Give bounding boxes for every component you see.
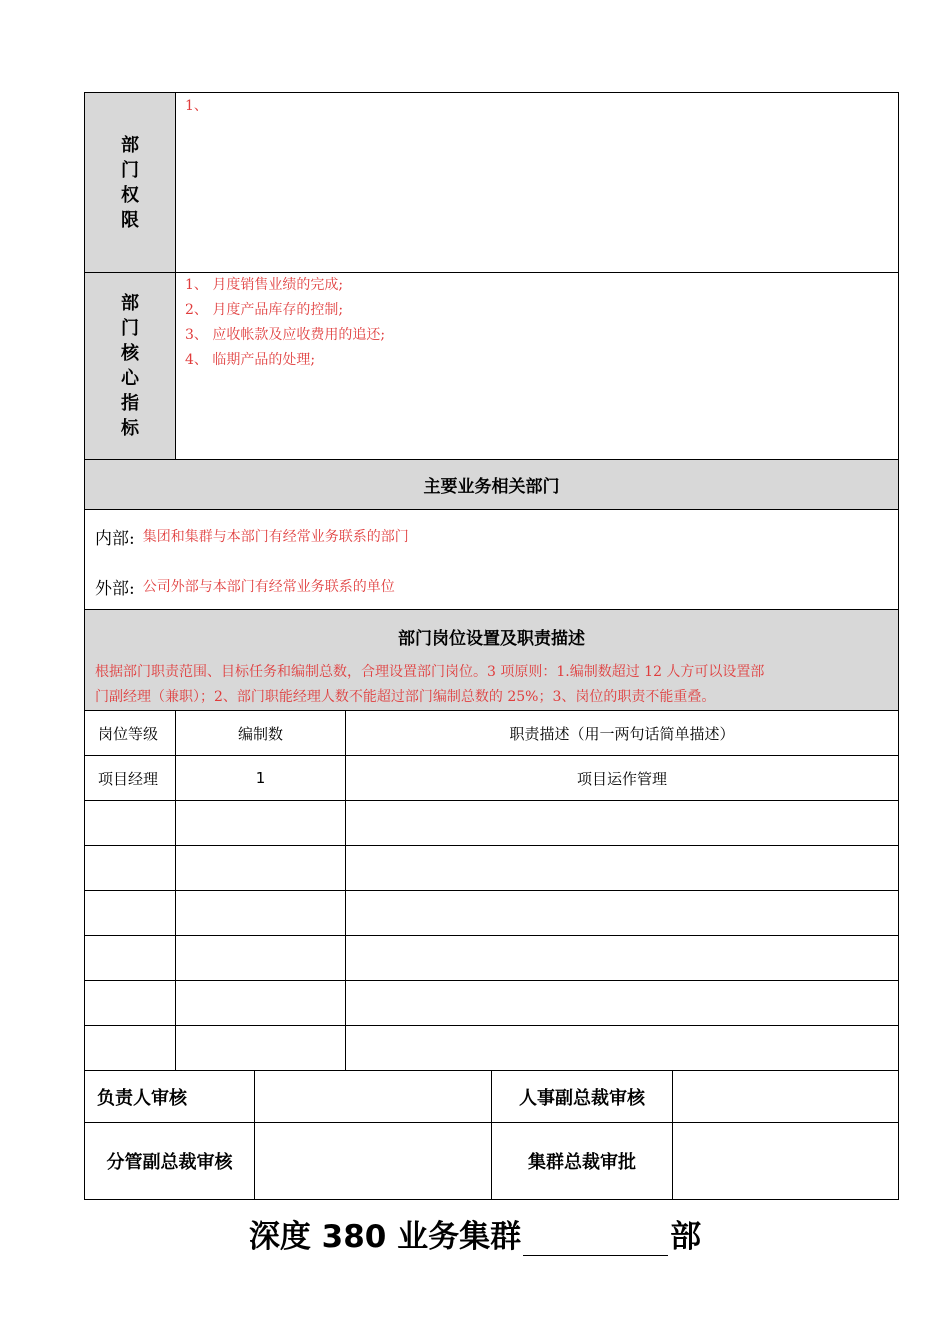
owner-review-field[interactable] [255,1071,491,1122]
related-title: 主要业务相关部门 [423,477,560,497]
row-headcount [176,1026,345,1070]
vp-review-field[interactable] [255,1123,491,1199]
hr-review-field[interactable] [673,1071,898,1122]
footer-title-prefix: 深度 380 业务集群 [248,1219,522,1255]
row-duty [346,846,898,890]
authority-content: 1、 [185,98,208,114]
footer-title [0,1206,950,1256]
kpi-item: 1、 月度销售业绩的完成; [185,277,344,293]
row-duty: 项目运作管理 [576,769,667,788]
footer-title-suffix: 部 [670,1219,702,1255]
authority-label-char: 权 [121,184,139,206]
row-headcount [176,891,345,935]
cluster-approval-field[interactable] [673,1123,898,1199]
row-headcount [176,801,345,845]
row-duty [346,1026,898,1070]
authority-label [85,93,175,272]
external-text: 公司外部与本部门有经常业务联系的单位 [142,579,395,595]
authority-label-char: 部 [121,134,139,156]
header-headcount: 编制数 [237,724,283,743]
row-grade: 项目经理 [98,769,159,788]
external-row [95,572,395,600]
kpi-item: 3、 应收帐款及应收费用的追还; [185,327,386,343]
kpi-label [85,273,175,459]
kpi-label-char: 核 [121,343,139,364]
hr-review-label: 人事副总裁审核 [519,1087,645,1109]
header-grade: 岗位等级 [98,724,159,743]
row-headcount [176,981,345,1025]
row-headcount [176,846,345,890]
kpi-label-char: 指 [121,393,139,414]
external-label: 外部: [95,578,135,599]
kpi-label-char: 标 [121,418,139,439]
owner-review-label: 负责人审核 [97,1087,187,1109]
kpi-item: 2、 月度产品库存的控制; [185,302,344,318]
kpi-label-char: 心 [121,368,139,389]
positions-title: 部门岗位设置及职责描述 [398,628,585,649]
row-headcount [176,936,345,980]
authority-label-char: 限 [121,209,139,231]
positions-note [95,660,895,710]
row-duty [346,981,898,1025]
row-duty [346,936,898,980]
authority-label-char: 门 [121,159,139,181]
row-duty [346,891,898,935]
internal-row [95,522,409,550]
cluster-approval-label: 集群总裁审批 [528,1152,636,1173]
positions-note-line: 门副经理（兼职）；2、部门职能经理人数不能超过部门编制总数的 25%；3、岗位的职责不能重叠。 [95,689,716,705]
positions-note-line: 根据部门职责范围、目标任务和编制总数，合理设置部门岗位。3 项原则：1.编制数超过 12 人方可以设置部 [95,664,765,680]
internal-text: 集团和集群与本部门有经常业务联系的部门 [142,529,409,545]
kpi-label-char: 部 [121,293,139,314]
internal-label: 内部: [95,528,135,549]
footer-title-blank[interactable] [523,1221,668,1256]
kpi-label-char: 门 [121,318,139,339]
kpi-list [185,273,385,373]
kpi-item: 4、 临期产品的处理; [185,352,316,368]
row-duty [346,801,898,845]
row-headcount: 1 [255,769,266,787]
header-duty: 职责描述（用一两句话简单描述） [509,724,735,743]
vp-review-label: 分管副总裁审核 [106,1152,233,1173]
